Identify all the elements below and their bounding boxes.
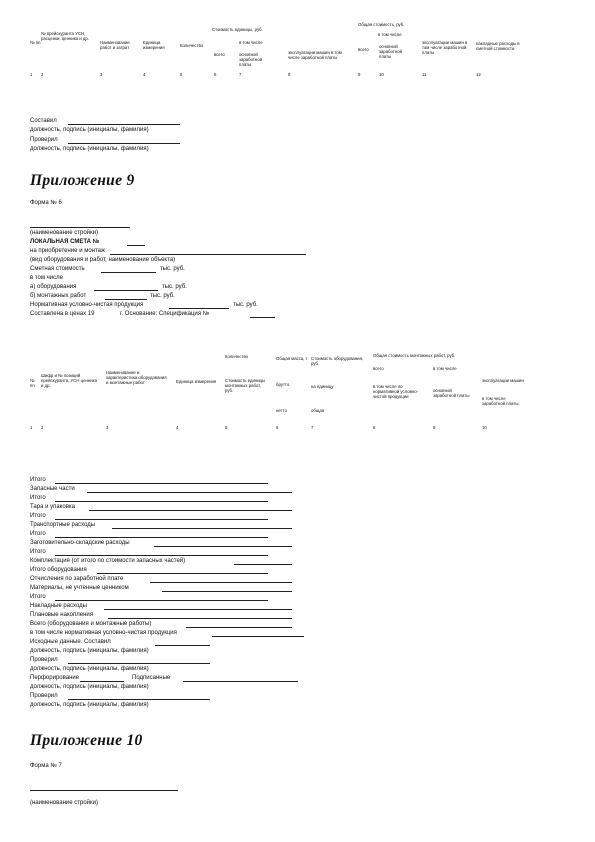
col-num: 9 — [433, 425, 436, 430]
item-a-line — [94, 290, 158, 291]
totals-line: Перфорирование — [30, 675, 80, 681]
col-machine-header: эксплуатации машин — [482, 378, 524, 383]
totals-line: Исходные данные. Составил — [30, 639, 111, 645]
col-overall-header: общая — [311, 408, 325, 413]
col-cost-group-header: Стоимость единицы, руб. — [212, 27, 263, 32]
cost-line — [101, 272, 156, 273]
col-num: 2 — [41, 425, 44, 430]
col-wage2-header: основной заработной платы — [379, 44, 403, 59]
fill-line — [234, 564, 292, 565]
compiled-label: Составил — [30, 118, 57, 124]
checked-label: Проверил — [30, 137, 58, 143]
signature-line — [68, 143, 180, 144]
col-wage1-header: основной заработной платы — [239, 52, 263, 67]
totals-line: Итого — [30, 594, 46, 600]
col-equip-cost-header: Стоимость оборудования, руб. — [311, 356, 364, 366]
col-overhead-header: накладные расходы в сметной стоимости — [476, 41, 520, 51]
fill-line — [80, 681, 124, 682]
construction-line — [30, 790, 178, 791]
totals-line: в том числе нормативная условно-чистая продукция — [30, 630, 177, 636]
fill-line — [112, 528, 292, 529]
col-brutto-header: брутто — [276, 382, 290, 387]
item-b-unit: тыс. руб. — [150, 293, 175, 299]
construction-line — [30, 227, 130, 228]
fill-line — [186, 627, 292, 628]
item-b-line — [105, 299, 147, 300]
col-qty-header: Количество — [180, 43, 204, 48]
norm-unit: тыс. руб. — [233, 302, 258, 308]
col-netto-header: нетто — [276, 408, 287, 413]
col-num: 6 — [276, 425, 279, 430]
construction-caption: (наименование стройки) — [30, 230, 98, 236]
totals-line: Итого — [30, 495, 46, 501]
col-no-header: № пп — [30, 40, 41, 45]
signature-line — [68, 124, 180, 125]
totals-line: Заготовительно-складские расходы — [30, 540, 130, 546]
col-num: 8 — [373, 425, 376, 430]
fill-line — [55, 600, 268, 601]
fill-line — [68, 663, 210, 664]
item-a-unit: тыс. руб. — [162, 284, 187, 290]
totals-line: должность, подпись (инициалы, фамилия) — [30, 666, 149, 672]
totals-line: Итого — [30, 531, 46, 537]
col-num: 3 — [100, 72, 103, 77]
fill-line — [55, 501, 268, 502]
fill-line — [212, 636, 304, 637]
col-num: 10 — [379, 72, 384, 77]
col-unit-header: Единица измерения — [176, 379, 217, 384]
col-qty-header: Количество — [225, 354, 249, 359]
fill-line — [55, 555, 268, 556]
form-number: Форма № 6 — [30, 200, 62, 206]
col-num: 4 — [143, 72, 146, 77]
totals-line: Запасные части — [30, 486, 75, 492]
totals-line: должность, подпись (инициалы, фамилия) — [30, 702, 149, 708]
construction-caption: (наименование стройки) — [30, 800, 98, 806]
estimate-title: ЛОКАЛЬНАЯ СМЕТА № — [30, 239, 100, 245]
appendix-10-title: Приложение 10 — [30, 732, 143, 749]
totals-line: Всего (оборудования и монтажные работы) — [30, 621, 152, 627]
totals-line: Проверил — [30, 657, 58, 663]
totals-line: Итого — [30, 477, 46, 483]
fill-line — [162, 591, 292, 592]
col-machine-wage-header: в том числе заработной платы — [482, 396, 519, 406]
form-number: Форма № 7 — [30, 763, 62, 769]
fill-line — [55, 483, 268, 484]
totals-line: Итого оборудования — [30, 567, 87, 573]
col-incl1-header: в том числе — [239, 40, 263, 45]
totals-line: Накладные расходы — [30, 603, 87, 609]
col-num: 7 — [311, 425, 314, 430]
totals-line: Тара и упаковка — [30, 504, 75, 510]
col-num: 8 — [288, 72, 291, 77]
fill-line — [87, 492, 292, 493]
col-overall-group-header: Общая стоимость, руб. — [358, 22, 405, 27]
fill-line — [89, 510, 292, 511]
col-wage-header: основной заработной платы — [433, 388, 470, 398]
estimate-number-line — [127, 245, 145, 246]
estimate-sub: (вид оборудования и работ, наименование объекта) — [30, 257, 176, 263]
fill-line — [154, 546, 292, 547]
compiled-role: должность, подпись (инициалы, фамилия) — [30, 127, 149, 133]
col-num: 10 — [482, 425, 487, 430]
col-num: 1 — [30, 72, 33, 77]
totals-line: Итого — [30, 513, 46, 519]
prices-tail: г. Основание: Спецификация № — [120, 311, 210, 317]
cost-label: Сметная стоимость — [30, 266, 85, 272]
col-num: 1 — [30, 425, 33, 430]
fill-line — [150, 582, 292, 583]
col-incl-header: в том числе — [433, 366, 457, 371]
col-num: 12 — [476, 72, 481, 77]
col-name-header: Наименование и характеристика оборудования и монтажных работ — [106, 370, 167, 385]
totals-line: Подписанные — [132, 675, 171, 681]
col-num: 5 — [225, 425, 228, 430]
col-mass-header: Общая масса, т — [276, 356, 308, 361]
col-per-unit-header: на единицу — [311, 384, 334, 389]
checked-role: должность, подпись (инициалы, фамилия) — [30, 146, 149, 152]
prices-label: Составлена в ценах 19 — [30, 311, 95, 317]
fill-line — [68, 699, 210, 700]
col-overall-group-header: Общая стоимость монтажных работ, руб. — [373, 353, 456, 358]
estimate-for: на приобретение и монтаж — [30, 248, 106, 254]
col-num: 6 — [214, 72, 217, 77]
estimate-for-line — [110, 254, 306, 255]
col-unit-cost-header: Стоимость единицы монтажных работ, руб. — [225, 378, 266, 393]
item-b: б) монтажных работ — [30, 293, 87, 299]
col-incl2-header: в том числе — [378, 32, 402, 37]
col-machine1-header: эксплуатации машин в том числе заработной платы — [288, 50, 342, 60]
totals-line: Отчисления по заработной плате — [30, 576, 124, 582]
col-name-header: Наименование работ и затрат — [100, 40, 130, 50]
col-num: 4 — [176, 425, 179, 430]
incl-label: в том числе — [30, 275, 63, 281]
fill-line — [183, 681, 298, 682]
norm-label: Нормативная условно-чистая продукция — [30, 302, 144, 308]
col-total2-header: всего — [358, 47, 369, 52]
col-code-header: № прейскуранта УСН, расценки, ценника и др. — [41, 31, 89, 41]
norm-line — [169, 308, 229, 309]
fill-line — [55, 537, 268, 538]
col-code-header: Шифр и № позиций прейскуранта, УСН ценника и др. — [41, 373, 97, 388]
col-no-header: № пп — [30, 378, 35, 388]
totals-line: Комплектация (от итого по стоимости запасных частей) — [30, 558, 186, 564]
col-num: 9 — [358, 72, 361, 77]
col-unit-header: Единица измерения — [143, 40, 165, 50]
totals-line: Транспортные расходы — [30, 522, 96, 528]
totals-line: Плановые накопления — [30, 612, 93, 618]
fill-line — [155, 645, 210, 646]
fill-line — [108, 618, 292, 619]
totals-line: должность, подпись (инициалы, фамилия) — [30, 648, 149, 654]
totals-line: Итого — [30, 549, 46, 555]
fill-line — [55, 519, 268, 520]
col-num: 11 — [422, 72, 427, 77]
col-machine2-header: эксплуатации машин в том числе заработной платы — [422, 40, 468, 55]
cost-unit: тыс. руб. — [160, 266, 185, 272]
col-norm-header: в том числе по нормативной условно-чистой продукции — [373, 384, 419, 399]
col-num: 2 — [41, 72, 44, 77]
col-total1-header: всего — [214, 52, 225, 57]
fill-line — [97, 573, 268, 574]
item-a: а) оборудования — [30, 284, 77, 290]
totals-line: должность, подпись (инициалы, фамилия) — [30, 684, 149, 690]
totals-line: Материалы, не учтенные ценником — [30, 585, 129, 591]
totals-line: Проверил — [30, 693, 58, 699]
col-num: 3 — [106, 425, 109, 430]
appendix-9-title: Приложение 9 — [30, 172, 135, 189]
col-total-header: всего — [373, 366, 384, 371]
fill-line — [104, 609, 292, 610]
col-num: 7 — [239, 72, 242, 77]
col-num: 5 — [180, 72, 183, 77]
spec-number-line — [250, 317, 275, 318]
